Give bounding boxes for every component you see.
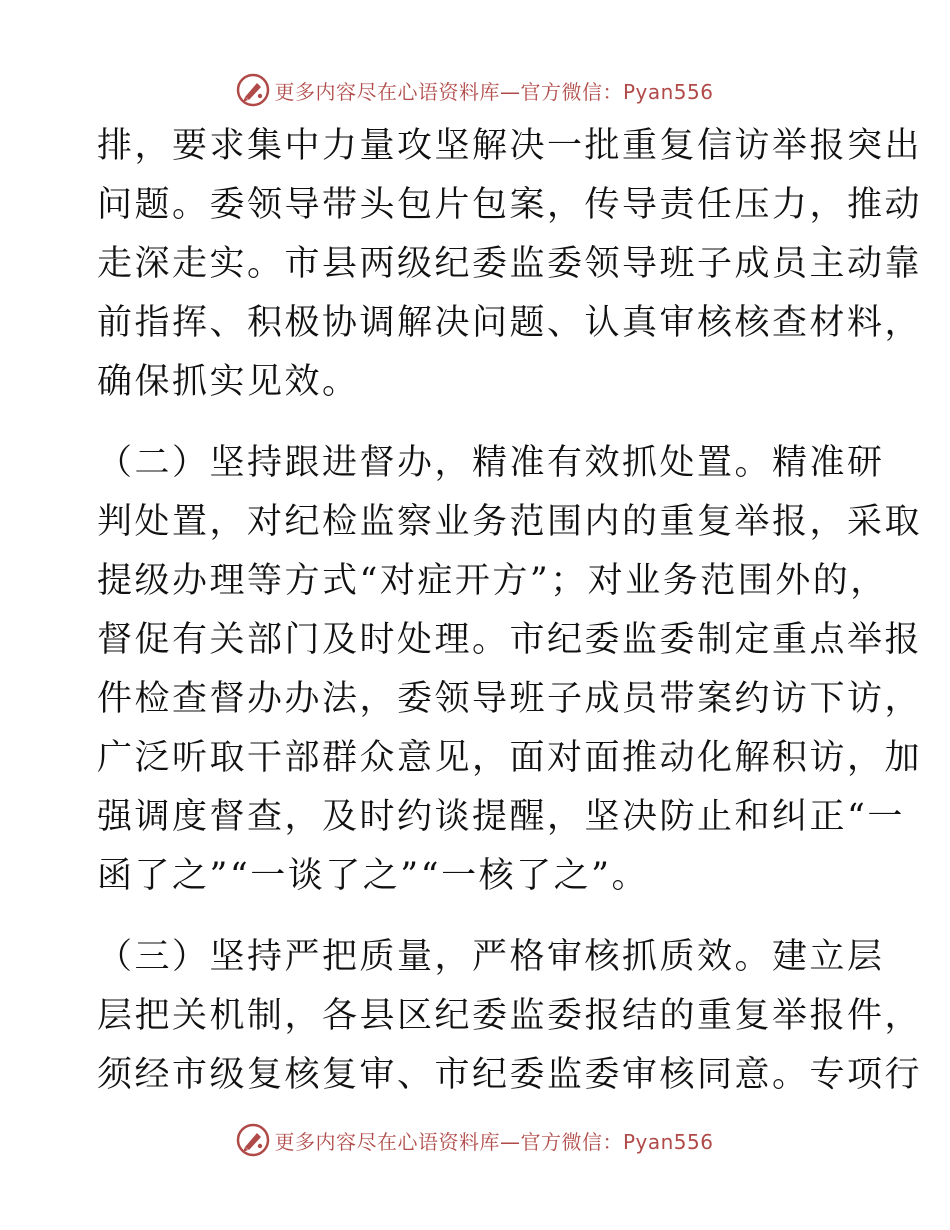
pen-logo-icon [236,1123,270,1157]
text-line: （三）坚持严把质量，严格审核抓质效。建立层 [97,937,885,977]
text-line: 件检查督办办法，委领导班子成员带案约访下访， [97,679,923,719]
paragraph [97,928,923,1105]
paragraph [97,117,923,412]
text-line: 强调度督查，及时约谈提醒，坚决防止和纠正“一 [97,797,905,837]
text-line: 须经市级复核复审、市纪委监委审核同意。专项行 [97,1055,923,1095]
text-line: 确保抓实见效。 [97,362,360,402]
text-line: 函了之”“一谈了之”“一核了之”。 [97,856,649,896]
text-line: 广泛听取干部群众意见，面对面推动化解积访，加 [97,738,923,778]
text-line: 走深走实。市县两级纪委监委领导班子成员主动靠 [97,244,923,284]
text-line: 前指挥、积极协调解决问题、认真审核核查材料， [97,303,923,343]
footer-watermark [0,1120,950,1160]
watermark-text: 更多内容尽在心语资料库—官方微信：Pyan556 [274,79,714,104]
text-line: 提级办理等方式“对症开方”；对业务范围外的， [97,561,888,601]
text-line: 判处置，对纪检监察业务范围内的重复举报，采取 [97,502,923,542]
text-line: 排，要求集中力量攻坚解决一批重复信访举报突出 [97,126,923,166]
text-line: 督促有关部门及时处理。市纪委监委制定重点举报 [97,620,923,660]
pen-logo-icon [236,73,270,107]
text-line: 问题。委领导带头包片包案，传导责任压力，推动 [97,185,923,225]
text-line: （二）坚持跟进督办，精准有效抓处置。精准研 [97,443,885,483]
watermark-text: 更多内容尽在心语资料库—官方微信：Pyan556 [274,1129,714,1154]
text-line: 层把关机制，各县区纪委监委报结的重复举报件， [97,996,923,1036]
header-watermark [0,70,950,110]
document-body [97,117,923,1105]
paragraph [97,434,923,906]
